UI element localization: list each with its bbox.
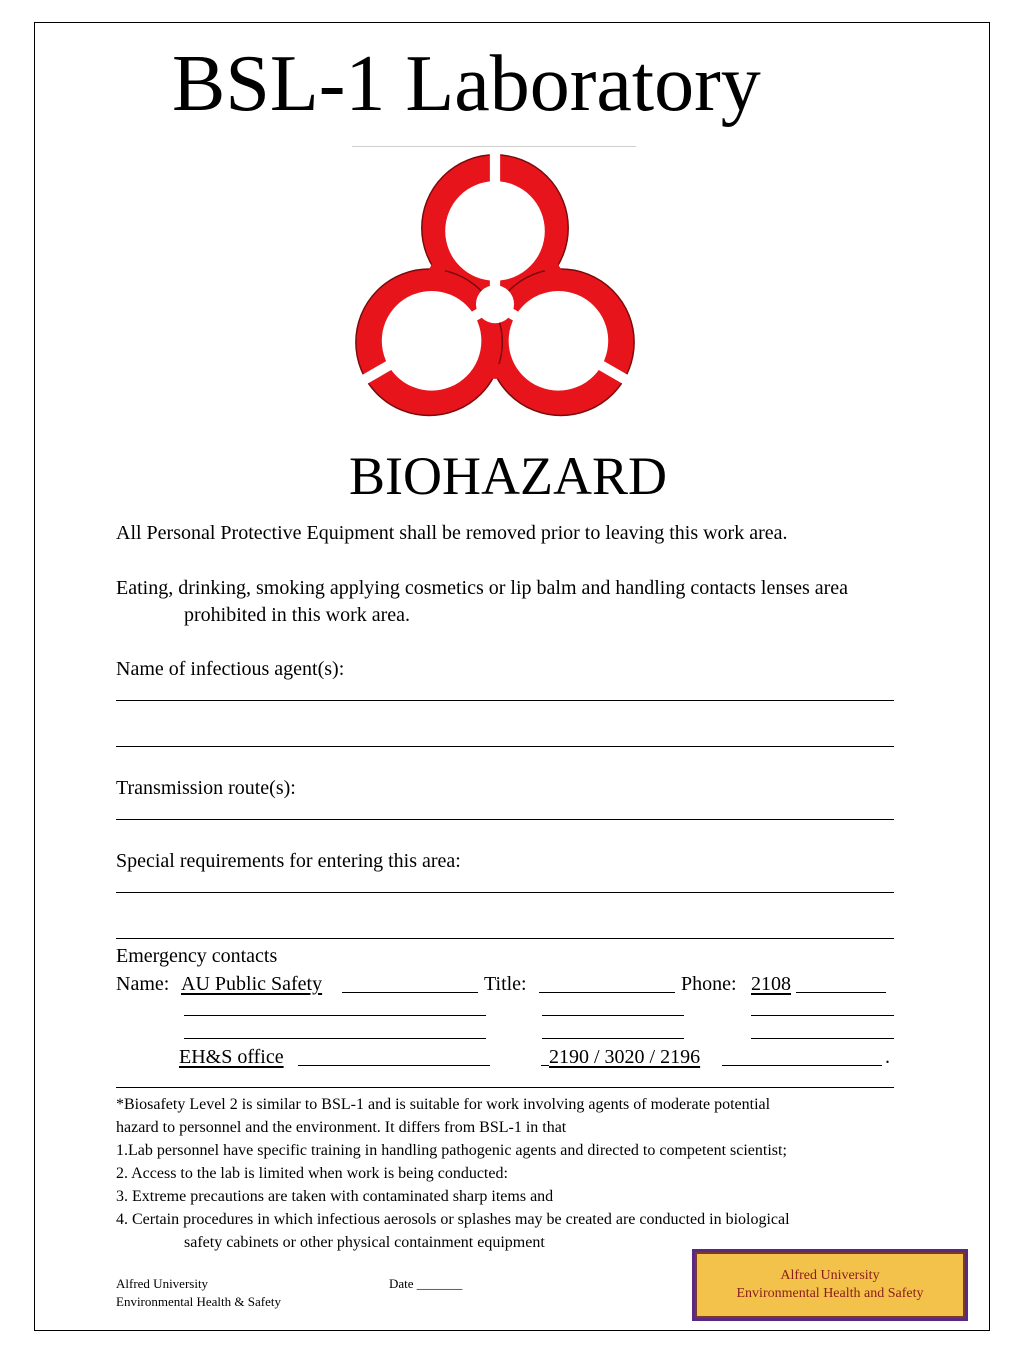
phone-value: 2108 (751, 973, 791, 995)
special-requirements-label: Special requirements for entering this area: (116, 850, 461, 872)
biohazard-icon (340, 146, 650, 436)
phone-label: Phone: (681, 973, 737, 995)
footnote-line-6: 4. Certain procedures in which infectious aerosols or splashes may be created are conducted in biological (116, 1211, 790, 1228)
footnote-divider (116, 1087, 894, 1088)
prohibition-line-1: Eating, drinking, smoking applying cosmetics or lip balm and handling contacts lenses area (116, 577, 849, 599)
emergency-heading: Emergency contacts (116, 945, 278, 967)
contact-phone-fill-2 (751, 1038, 894, 1039)
special-fill-line-1 (116, 892, 894, 893)
transmission-label: Transmission route(s): (116, 777, 296, 799)
footnote-line-2: hazard to personnel and the environment. It differs from BSL-1 in that (116, 1119, 567, 1136)
footnote-line-4: 2. Access to the lab is limited when work is being conducted: (116, 1165, 508, 1182)
footnote-line-7: safety cabinets or other physical containment equipment (184, 1234, 545, 1251)
special-fill-line-2 (116, 938, 894, 939)
office-name-fill (298, 1065, 490, 1066)
contact-name-fill-1 (184, 1015, 486, 1016)
footer-org-line-1: Alfred University (116, 1276, 209, 1291)
contact-title-fill-1 (542, 1015, 684, 1016)
biohazard-label: BIOHAZARD (349, 446, 667, 506)
eh-s-badge (692, 1249, 968, 1321)
prohibition-line-2: prohibited in this work area. (184, 604, 411, 626)
ppe-notice: All Personal Protective Equipment shall be removed prior to leaving this work area. (116, 522, 788, 544)
page-title: BSL-1 Laboratory (172, 40, 761, 128)
title-fill (539, 992, 675, 993)
transmission-fill-line (116, 819, 894, 820)
office-phone-lead (541, 1065, 549, 1066)
office-end: . (885, 1046, 890, 1068)
badge-line-1: Alfred University (780, 1268, 880, 1283)
office-phone: 2190 / 3020 / 2196 (549, 1046, 701, 1068)
office-phone-fill (722, 1065, 882, 1066)
date-field: Date _______ (389, 1276, 463, 1291)
name-value: AU Public Safety (181, 973, 323, 995)
agents-fill-line-1 (116, 700, 894, 701)
badge-line-2: Environmental Health and Safety (736, 1286, 924, 1301)
footer-org-line-2: Environmental Health & Safety (116, 1294, 281, 1309)
footnote-line-3: 1.Lab personnel have specific training in handling pathogenic agents and directed to competent scientist; (116, 1142, 787, 1159)
phone-fill (796, 992, 886, 993)
name-fill (342, 992, 478, 993)
name-label: Name: (116, 973, 170, 995)
contact-name-fill-2 (184, 1038, 486, 1039)
office-name: EH&S office (179, 1046, 284, 1068)
agents-fill-line-2 (116, 746, 894, 747)
footnote-line-5: 3. Extreme precautions are taken with contaminated sharp items and (116, 1188, 554, 1205)
footnote-line-1: *Biosafety Level 2 is similar to BSL-1 and is suitable for work involving agents of moderate potential (116, 1096, 771, 1113)
contact-phone-fill-1 (751, 1015, 894, 1016)
title-label: Title: (484, 973, 527, 995)
contact-title-fill-2 (542, 1038, 684, 1039)
agents-label: Name of infectious agent(s): (116, 658, 345, 680)
